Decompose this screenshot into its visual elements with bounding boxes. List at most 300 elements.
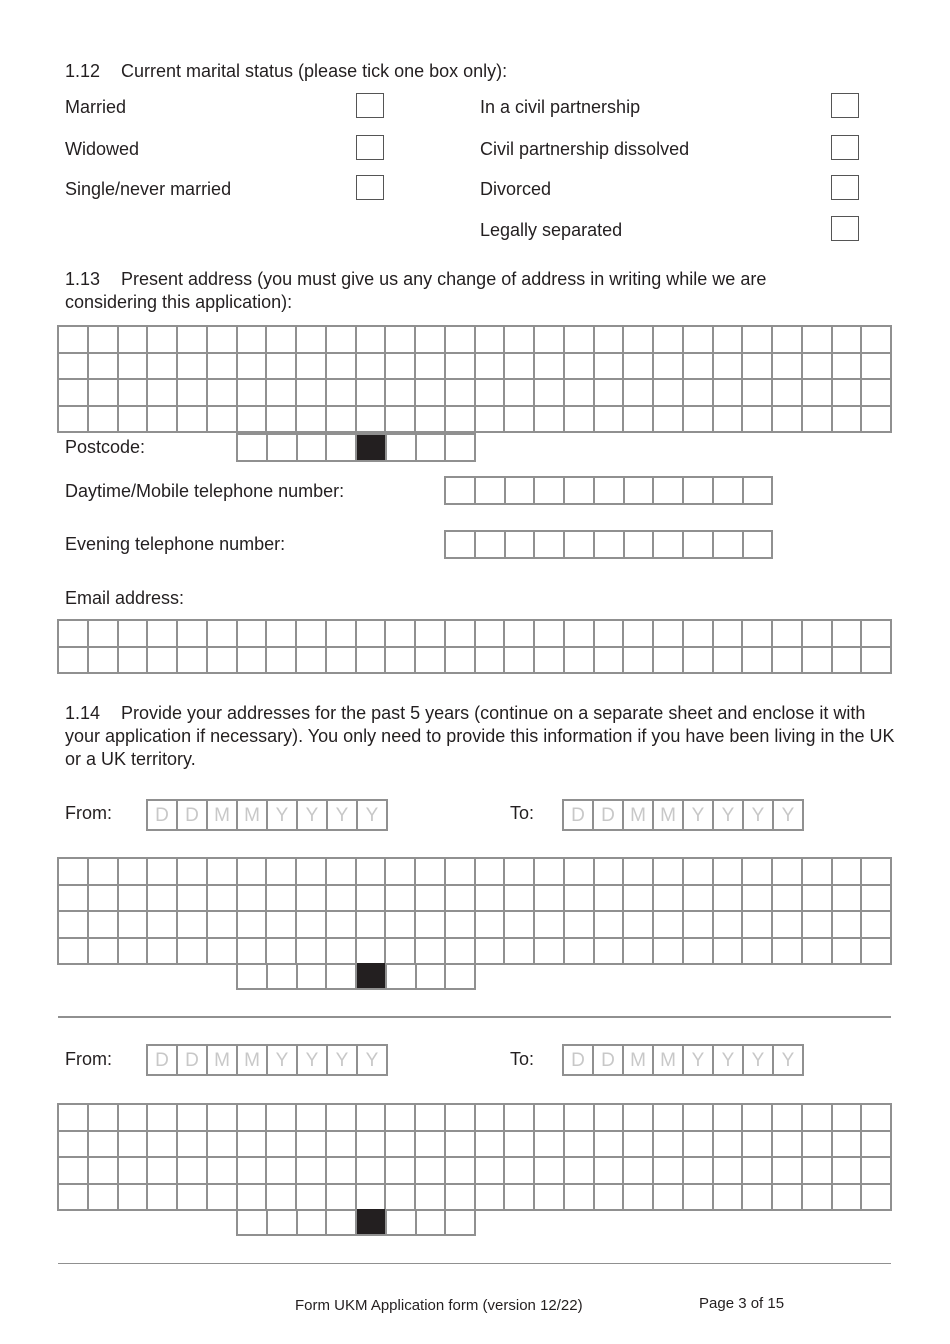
date-box[interactable]: Y	[744, 801, 774, 831]
char-box[interactable]	[267, 327, 297, 354]
char-box[interactable]	[238, 407, 268, 434]
char-box[interactable]	[803, 327, 833, 354]
char-box[interactable]	[595, 327, 625, 354]
divorced-checkbox[interactable]	[831, 175, 859, 200]
date-box[interactable]: Y	[358, 1046, 388, 1076]
char-box[interactable]	[476, 1185, 506, 1212]
char-box[interactable]	[119, 859, 149, 886]
char-box[interactable]	[297, 939, 327, 966]
char-box[interactable]	[89, 621, 119, 648]
char-box[interactable]	[773, 1158, 803, 1185]
char-box[interactable]	[535, 621, 565, 648]
date-box[interactable]: Y	[714, 1046, 744, 1076]
char-box[interactable]	[505, 1185, 535, 1212]
char-box[interactable]	[386, 1132, 416, 1159]
char-box[interactable]	[238, 435, 268, 462]
date-box[interactable]: M	[624, 801, 654, 831]
char-box[interactable]	[505, 859, 535, 886]
char-box[interactable]	[416, 1185, 446, 1212]
char-box[interactable]	[298, 1209, 328, 1236]
char-box[interactable]	[208, 621, 238, 648]
char-box[interactable]	[238, 912, 268, 939]
char-box[interactable]	[595, 380, 625, 407]
char-box[interactable]	[357, 1209, 387, 1236]
char-box[interactable]	[59, 1158, 89, 1185]
date-box[interactable]: D	[594, 1046, 624, 1076]
char-box[interactable]	[743, 1105, 773, 1132]
char-box[interactable]	[267, 407, 297, 434]
char-box[interactable]	[565, 1132, 595, 1159]
char-box[interactable]	[476, 327, 506, 354]
char-box[interactable]	[654, 1132, 684, 1159]
date-box[interactable]: D	[564, 801, 594, 831]
char-box[interactable]	[327, 1132, 357, 1159]
char-box[interactable]	[327, 1105, 357, 1132]
char-box[interactable]	[297, 327, 327, 354]
char-box[interactable]	[476, 1105, 506, 1132]
char-box[interactable]	[208, 407, 238, 434]
char-box[interactable]	[417, 1209, 447, 1236]
char-box[interactable]	[595, 407, 625, 434]
date-box[interactable]: Y	[268, 1046, 298, 1076]
char-box[interactable]	[535, 380, 565, 407]
char-box[interactable]	[148, 1105, 178, 1132]
char-box[interactable]	[89, 912, 119, 939]
char-box[interactable]	[446, 407, 476, 434]
char-box[interactable]	[119, 912, 149, 939]
char-box[interactable]	[327, 1158, 357, 1185]
char-box[interactable]	[386, 1158, 416, 1185]
char-box[interactable]	[446, 380, 476, 407]
char-box[interactable]	[327, 380, 357, 407]
char-box[interactable]	[208, 886, 238, 913]
char-box[interactable]	[416, 1105, 446, 1132]
char-box[interactable]	[624, 648, 654, 675]
char-box[interactable]	[743, 1158, 773, 1185]
char-box[interactable]	[446, 1105, 476, 1132]
char-box[interactable]	[267, 859, 297, 886]
char-box[interactable]	[654, 859, 684, 886]
char-box[interactable]	[714, 327, 744, 354]
char-box[interactable]	[624, 354, 654, 381]
char-box[interactable]	[59, 912, 89, 939]
char-box[interactable]	[297, 648, 327, 675]
char-box[interactable]	[624, 1105, 654, 1132]
char-box[interactable]	[595, 532, 625, 559]
char-box[interactable]	[803, 354, 833, 381]
char-box[interactable]	[565, 407, 595, 434]
char-box[interactable]	[505, 1105, 535, 1132]
char-box[interactable]	[565, 886, 595, 913]
char-box[interactable]	[386, 407, 416, 434]
char-box[interactable]	[148, 380, 178, 407]
char-box[interactable]	[119, 939, 149, 966]
char-box[interactable]	[327, 327, 357, 354]
char-box[interactable]	[714, 886, 744, 913]
char-box[interactable]	[714, 1105, 744, 1132]
char-box[interactable]	[386, 912, 416, 939]
char-box[interactable]	[565, 1185, 595, 1212]
to-date-1[interactable]	[562, 799, 804, 831]
widowed-checkbox[interactable]	[356, 135, 384, 160]
char-box[interactable]	[238, 939, 268, 966]
char-box[interactable]	[714, 1158, 744, 1185]
char-box[interactable]	[833, 648, 863, 675]
char-box[interactable]	[535, 532, 565, 559]
char-box[interactable]	[684, 621, 714, 648]
char-box[interactable]	[654, 532, 684, 559]
char-box[interactable]	[446, 621, 476, 648]
char-box[interactable]	[595, 1105, 625, 1132]
char-box[interactable]	[357, 354, 387, 381]
char-box[interactable]	[803, 912, 833, 939]
char-box[interactable]	[89, 1132, 119, 1159]
char-box[interactable]	[59, 1105, 89, 1132]
char-box[interactable]	[743, 407, 773, 434]
char-box[interactable]	[476, 354, 506, 381]
past-address-grid-2[interactable]	[57, 1103, 892, 1211]
char-box[interactable]	[654, 621, 684, 648]
char-box[interactable]	[535, 354, 565, 381]
char-box[interactable]	[535, 407, 565, 434]
char-box[interactable]	[208, 354, 238, 381]
char-box[interactable]	[267, 886, 297, 913]
char-box[interactable]	[476, 1132, 506, 1159]
char-box[interactable]	[327, 648, 357, 675]
char-box[interactable]	[327, 1185, 357, 1212]
char-box[interactable]	[148, 407, 178, 434]
char-box[interactable]	[327, 621, 357, 648]
char-box[interactable]	[446, 435, 476, 462]
char-box[interactable]	[297, 621, 327, 648]
char-box[interactable]	[773, 912, 803, 939]
char-box[interactable]	[238, 1132, 268, 1159]
married-checkbox[interactable]	[356, 93, 384, 118]
char-box[interactable]	[238, 327, 268, 354]
char-box[interactable]	[148, 621, 178, 648]
char-box[interactable]	[268, 1209, 298, 1236]
char-box[interactable]	[59, 327, 89, 354]
date-box[interactable]: D	[178, 801, 208, 831]
char-box[interactable]	[476, 380, 506, 407]
char-box[interactable]	[178, 407, 208, 434]
char-box[interactable]	[178, 327, 208, 354]
char-box[interactable]	[506, 532, 536, 559]
char-box[interactable]	[446, 478, 476, 505]
past-postcode-grid-1[interactable]	[236, 963, 476, 990]
to-date-2[interactable]	[562, 1044, 804, 1076]
char-box[interactable]	[535, 939, 565, 966]
char-box[interactable]	[297, 1132, 327, 1159]
char-box[interactable]	[595, 354, 625, 381]
char-box[interactable]	[59, 380, 89, 407]
char-box[interactable]	[119, 1185, 149, 1212]
char-box[interactable]	[684, 532, 714, 559]
char-box[interactable]	[119, 1105, 149, 1132]
char-box[interactable]	[208, 939, 238, 966]
char-box[interactable]	[773, 648, 803, 675]
char-box[interactable]	[446, 939, 476, 966]
char-box[interactable]	[267, 912, 297, 939]
char-box[interactable]	[297, 407, 327, 434]
char-box[interactable]	[59, 939, 89, 966]
char-box[interactable]	[833, 327, 863, 354]
char-box[interactable]	[773, 939, 803, 966]
char-box[interactable]	[862, 648, 892, 675]
char-box[interactable]	[59, 886, 89, 913]
civil-partnership-checkbox[interactable]	[831, 93, 859, 118]
separated-checkbox[interactable]	[831, 216, 859, 241]
date-box[interactable]: Y	[684, 1046, 714, 1076]
char-box[interactable]	[476, 886, 506, 913]
char-box[interactable]	[238, 1158, 268, 1185]
char-box[interactable]	[595, 1132, 625, 1159]
char-box[interactable]	[714, 478, 744, 505]
char-box[interactable]	[357, 1132, 387, 1159]
char-box[interactable]	[208, 1132, 238, 1159]
char-box[interactable]	[654, 648, 684, 675]
char-box[interactable]	[743, 1185, 773, 1212]
char-box[interactable]	[416, 939, 446, 966]
char-box[interactable]	[505, 327, 535, 354]
char-box[interactable]	[803, 859, 833, 886]
char-box[interactable]	[178, 648, 208, 675]
char-box[interactable]	[743, 939, 773, 966]
char-box[interactable]	[386, 648, 416, 675]
char-box[interactable]	[386, 859, 416, 886]
char-box[interactable]	[89, 859, 119, 886]
char-box[interactable]	[238, 1105, 268, 1132]
char-box[interactable]	[119, 621, 149, 648]
char-box[interactable]	[684, 478, 714, 505]
char-box[interactable]	[267, 1185, 297, 1212]
char-box[interactable]	[624, 912, 654, 939]
char-box[interactable]	[119, 327, 149, 354]
char-box[interactable]	[565, 532, 595, 559]
char-box[interactable]	[684, 1132, 714, 1159]
char-box[interactable]	[357, 1158, 387, 1185]
date-box[interactable]: D	[178, 1046, 208, 1076]
char-box[interactable]	[238, 886, 268, 913]
cp-dissolved-checkbox[interactable]	[831, 135, 859, 160]
char-box[interactable]	[119, 380, 149, 407]
char-box[interactable]	[119, 648, 149, 675]
char-box[interactable]	[178, 939, 208, 966]
char-box[interactable]	[59, 1185, 89, 1212]
char-box[interactable]	[446, 354, 476, 381]
char-box[interactable]	[624, 621, 654, 648]
date-box[interactable]: D	[564, 1046, 594, 1076]
char-box[interactable]	[535, 648, 565, 675]
char-box[interactable]	[535, 1158, 565, 1185]
char-box[interactable]	[297, 354, 327, 381]
char-box[interactable]	[505, 648, 535, 675]
char-box[interactable]	[625, 478, 655, 505]
char-box[interactable]	[297, 859, 327, 886]
date-box[interactable]: Y	[684, 801, 714, 831]
char-box[interactable]	[178, 912, 208, 939]
char-box[interactable]	[862, 407, 892, 434]
char-box[interactable]	[684, 859, 714, 886]
char-box[interactable]	[833, 939, 863, 966]
char-box[interactable]	[297, 380, 327, 407]
char-box[interactable]	[744, 478, 774, 505]
past-postcode-grid-2[interactable]	[236, 1209, 476, 1236]
char-box[interactable]	[743, 380, 773, 407]
char-box[interactable]	[714, 532, 744, 559]
char-box[interactable]	[238, 621, 268, 648]
char-box[interactable]	[268, 435, 298, 462]
char-box[interactable]	[238, 380, 268, 407]
char-box[interactable]	[595, 1185, 625, 1212]
char-box[interactable]	[89, 939, 119, 966]
char-box[interactable]	[654, 939, 684, 966]
char-box[interactable]	[416, 354, 446, 381]
char-box[interactable]	[565, 912, 595, 939]
char-box[interactable]	[595, 859, 625, 886]
char-box[interactable]	[386, 1185, 416, 1212]
char-box[interactable]	[267, 1132, 297, 1159]
char-box[interactable]	[357, 1185, 387, 1212]
char-box[interactable]	[714, 380, 744, 407]
char-box[interactable]	[267, 354, 297, 381]
postcode-grid[interactable]	[236, 433, 476, 462]
char-box[interactable]	[178, 621, 208, 648]
char-box[interactable]	[803, 648, 833, 675]
char-box[interactable]	[773, 1185, 803, 1212]
eve-phone-grid[interactable]	[444, 530, 773, 559]
char-box[interactable]	[446, 1209, 476, 1236]
char-box[interactable]	[387, 1209, 417, 1236]
char-box[interactable]	[505, 1132, 535, 1159]
char-box[interactable]	[565, 939, 595, 966]
date-box[interactable]: M	[654, 1046, 684, 1076]
char-box[interactable]	[327, 354, 357, 381]
char-box[interactable]	[833, 1158, 863, 1185]
char-box[interactable]	[595, 939, 625, 966]
char-box[interactable]	[535, 859, 565, 886]
char-box[interactable]	[833, 380, 863, 407]
char-box[interactable]	[416, 407, 446, 434]
char-box[interactable]	[89, 1105, 119, 1132]
char-box[interactable]	[773, 886, 803, 913]
char-box[interactable]	[446, 1185, 476, 1212]
char-box[interactable]	[773, 859, 803, 886]
char-box[interactable]	[714, 648, 744, 675]
char-box[interactable]	[148, 327, 178, 354]
char-box[interactable]	[357, 648, 387, 675]
date-box[interactable]: D	[148, 1046, 178, 1076]
char-box[interactable]	[684, 648, 714, 675]
char-box[interactable]	[178, 886, 208, 913]
char-box[interactable]	[297, 886, 327, 913]
char-box[interactable]	[238, 354, 268, 381]
char-box[interactable]	[416, 648, 446, 675]
char-box[interactable]	[862, 859, 892, 886]
char-box[interactable]	[119, 354, 149, 381]
char-box[interactable]	[684, 327, 714, 354]
date-box[interactable]: Y	[744, 1046, 774, 1076]
char-box[interactable]	[416, 859, 446, 886]
char-box[interactable]	[684, 380, 714, 407]
char-box[interactable]	[862, 1132, 892, 1159]
char-box[interactable]	[743, 354, 773, 381]
char-box[interactable]	[238, 1185, 268, 1212]
char-box[interactable]	[59, 648, 89, 675]
char-box[interactable]	[505, 621, 535, 648]
single-checkbox[interactable]	[356, 175, 384, 200]
char-box[interactable]	[476, 912, 506, 939]
char-box[interactable]	[89, 407, 119, 434]
date-box[interactable]: M	[654, 801, 684, 831]
char-box[interactable]	[208, 1105, 238, 1132]
char-box[interactable]	[505, 912, 535, 939]
char-box[interactable]	[743, 327, 773, 354]
char-box[interactable]	[386, 327, 416, 354]
char-box[interactable]	[327, 1209, 357, 1236]
date-box[interactable]: M	[238, 801, 268, 831]
char-box[interactable]	[684, 1105, 714, 1132]
char-box[interactable]	[148, 1158, 178, 1185]
char-box[interactable]	[297, 1158, 327, 1185]
char-box[interactable]	[624, 380, 654, 407]
date-box[interactable]: Y	[774, 1046, 804, 1076]
char-box[interactable]	[535, 1185, 565, 1212]
char-box[interactable]	[714, 354, 744, 381]
char-box[interactable]	[833, 354, 863, 381]
char-box[interactable]	[267, 1105, 297, 1132]
char-box[interactable]	[595, 912, 625, 939]
char-box[interactable]	[238, 1209, 268, 1236]
char-box[interactable]	[595, 648, 625, 675]
char-box[interactable]	[89, 327, 119, 354]
char-box[interactable]	[506, 478, 536, 505]
char-box[interactable]	[238, 859, 268, 886]
char-box[interactable]	[833, 1132, 863, 1159]
char-box[interactable]	[327, 912, 357, 939]
char-box[interactable]	[862, 1105, 892, 1132]
char-box[interactable]	[654, 354, 684, 381]
char-box[interactable]	[773, 407, 803, 434]
char-box[interactable]	[862, 939, 892, 966]
char-box[interactable]	[178, 354, 208, 381]
char-box[interactable]	[357, 1105, 387, 1132]
char-box[interactable]	[476, 859, 506, 886]
char-box[interactable]	[178, 1185, 208, 1212]
char-box[interactable]	[476, 939, 506, 966]
char-box[interactable]	[297, 1185, 327, 1212]
char-box[interactable]	[505, 1158, 535, 1185]
char-box[interactable]	[119, 407, 149, 434]
char-box[interactable]	[773, 354, 803, 381]
char-box[interactable]	[416, 327, 446, 354]
char-box[interactable]	[624, 407, 654, 434]
date-box[interactable]: Y	[298, 801, 328, 831]
char-box[interactable]	[59, 407, 89, 434]
char-box[interactable]	[862, 912, 892, 939]
char-box[interactable]	[178, 1132, 208, 1159]
char-box[interactable]	[476, 648, 506, 675]
date-box[interactable]: M	[208, 1046, 238, 1076]
char-box[interactable]	[654, 1185, 684, 1212]
char-box[interactable]	[862, 380, 892, 407]
char-box[interactable]	[298, 435, 328, 462]
char-box[interactable]	[89, 380, 119, 407]
char-box[interactable]	[446, 648, 476, 675]
char-box[interactable]	[357, 380, 387, 407]
char-box[interactable]	[654, 886, 684, 913]
char-box[interactable]	[743, 648, 773, 675]
